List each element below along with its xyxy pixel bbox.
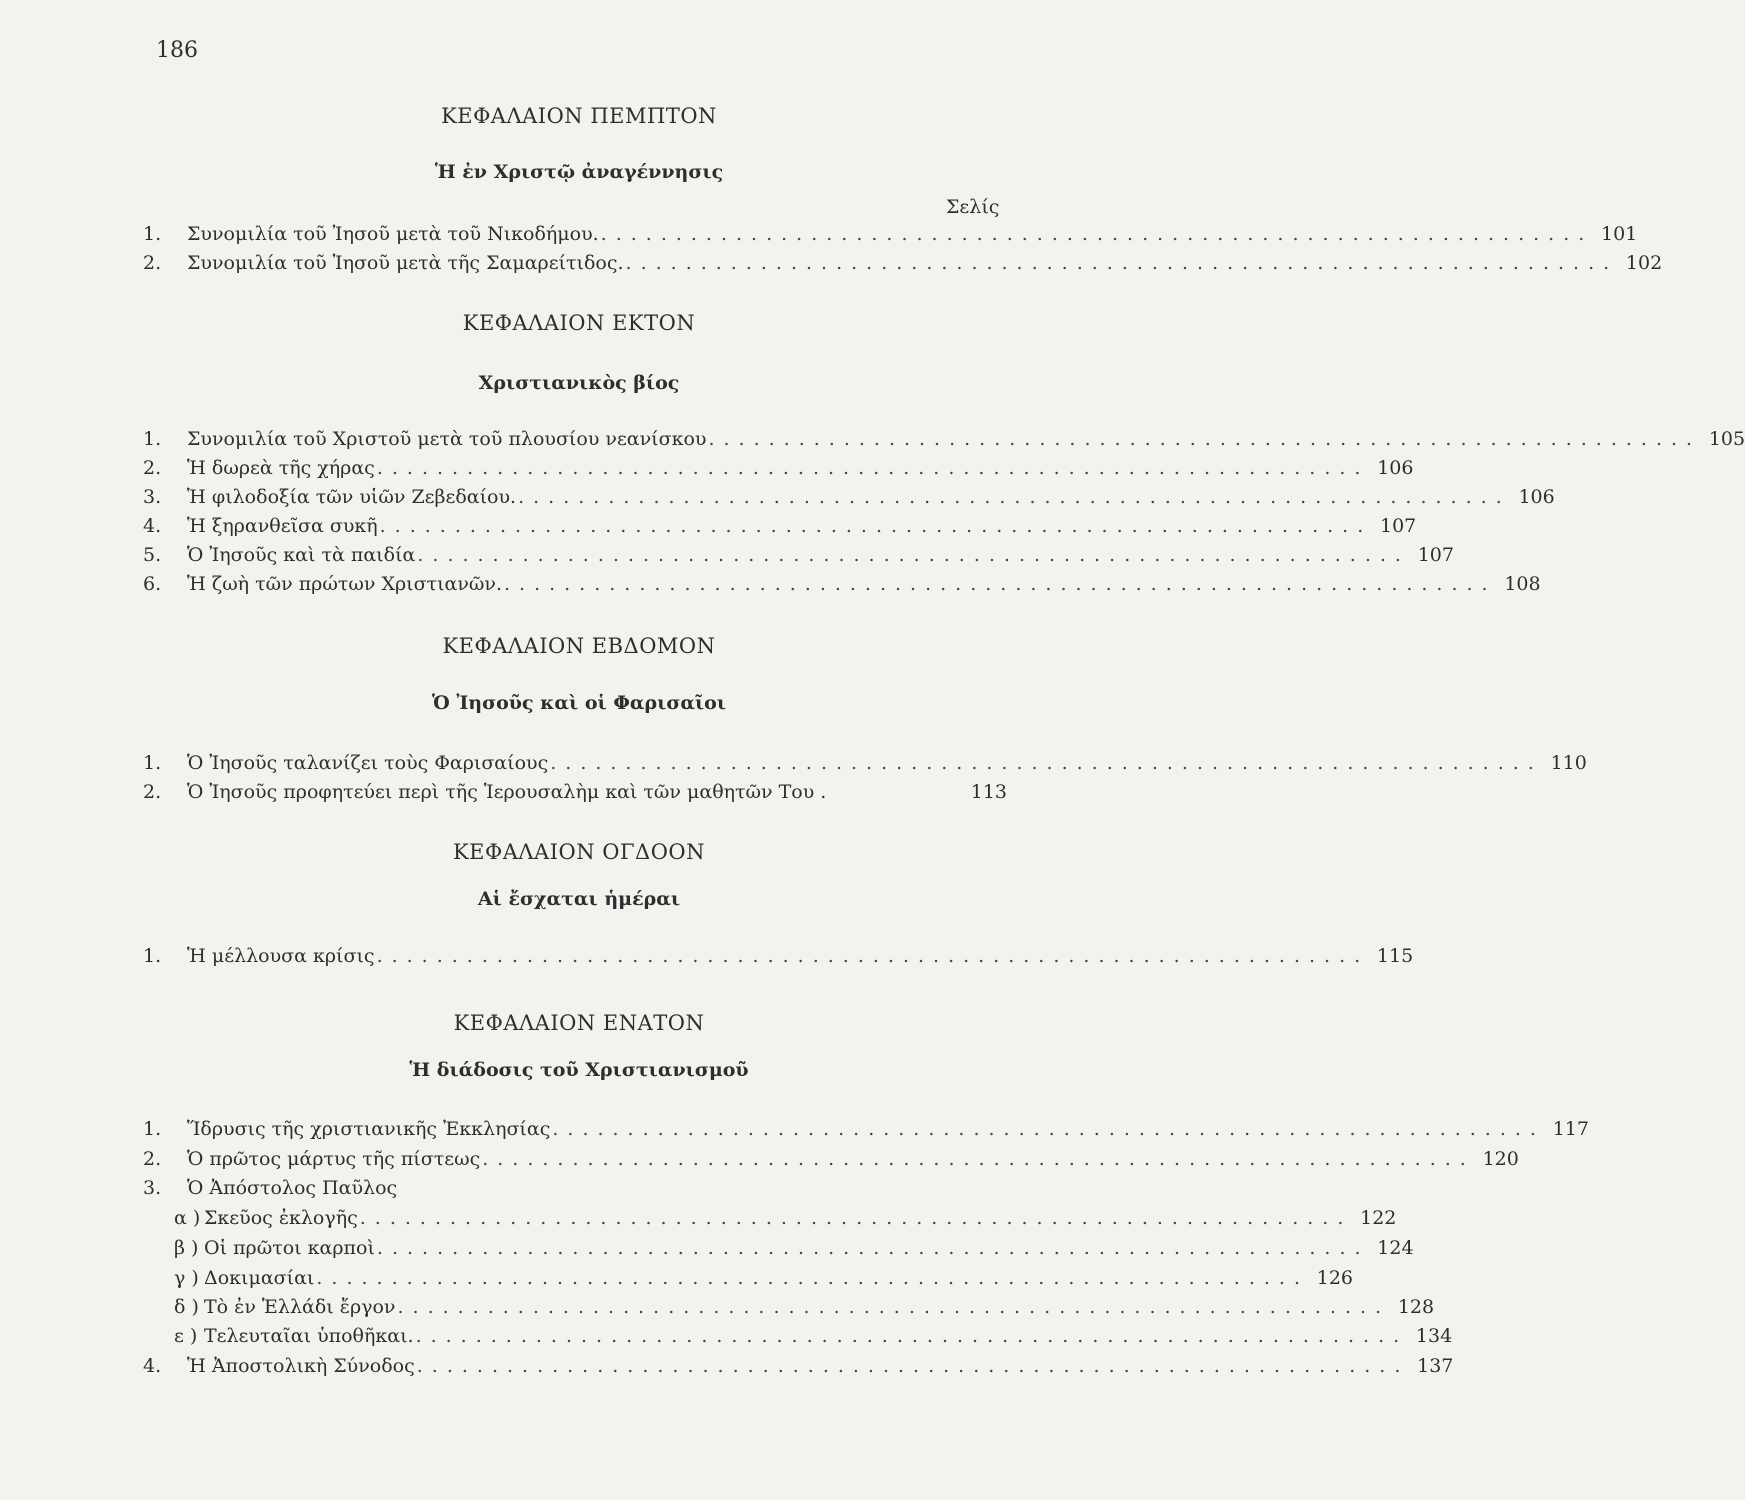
entry-number: 3. xyxy=(143,1177,162,1199)
entry-title: Ἡ ζωὴ τῶν πρώτων Χριστιανῶν. xyxy=(187,573,502,595)
chapter-title: ΚΕΦΑΛΑΙΟΝ ΕΒΔΟΜΟΝ xyxy=(442,634,716,658)
entry-title: Ἡ μέλλουσα κρίσις xyxy=(187,945,375,967)
entry-page: 122 xyxy=(1360,1207,1397,1229)
entry-page: 137 xyxy=(1417,1355,1454,1377)
leader-dots: .................................................................. xyxy=(376,945,1370,967)
entry-title: Ὁ Ἰησοῦς καὶ τὰ παιδία xyxy=(187,544,416,566)
entry-title: Οἱ πρῶτοι καρποὶ xyxy=(204,1237,375,1259)
leader-dots: .................................................................. xyxy=(417,544,1410,566)
entry-letter: α ) xyxy=(174,1207,201,1229)
entry-page: 120 xyxy=(1482,1148,1519,1170)
toc-entry xyxy=(143,428,1745,456)
leader-dots: .................................................................. xyxy=(376,1237,1370,1259)
leader-dots: .................................................................. xyxy=(376,457,1370,479)
entry-title: Ἡ δωρεὰ τῆς χήρας xyxy=(187,457,375,479)
entry-number: 1. xyxy=(143,223,162,245)
pages-column-label: Σελίς xyxy=(946,196,1000,218)
entry-title: Τὸ ἐν Ἑλλάδι ἔργον xyxy=(204,1296,396,1318)
chapter-title: ΚΕΦΑΛΑΙΟΝ ΟΓΔΟΟΝ xyxy=(452,840,706,864)
chapter-subtitle: Ἡ ἐν Χριστῷ ἀναγέννησις xyxy=(434,161,724,183)
entry-page: 107 xyxy=(1417,544,1454,566)
leader-dots: .................................................................. xyxy=(550,752,1543,774)
leader-dots: .................................................................. xyxy=(708,428,1702,450)
leader-dots: .................................................................. xyxy=(379,515,1373,537)
toc-entry xyxy=(143,1118,1589,1146)
entry-page: 106 xyxy=(1518,486,1555,508)
entry-number: 5. xyxy=(143,544,162,566)
entry-page: 106 xyxy=(1377,457,1414,479)
entry-page: 102 xyxy=(1625,252,1663,274)
entry-title: Σκεῦος ἐκλογῆς xyxy=(204,1207,358,1229)
entry-number: 1. xyxy=(143,1118,162,1140)
toc-entry xyxy=(143,781,1007,809)
entry-page: 113 xyxy=(970,781,1007,803)
toc-entry xyxy=(143,752,1587,780)
chapter-title: ΚΕΦΑΛΑΙΟΝ ΕΚΤΟΝ xyxy=(462,311,696,335)
toc-entry xyxy=(143,515,1417,543)
entry-letter: γ ) xyxy=(174,1267,199,1289)
leader-dots: .................................................................. xyxy=(482,1148,1475,1170)
entry-page: 108 xyxy=(1504,573,1541,595)
entry-title: Συνομιλία τοῦ Ἰησοῦ μετὰ τῆς Σαμαρείτιδος. xyxy=(187,252,624,274)
entry-page: 115 xyxy=(1376,945,1414,967)
entry-page: 126 xyxy=(1316,1267,1353,1289)
entry-number: 2. xyxy=(143,1148,162,1170)
entry-page: 110 xyxy=(1550,752,1587,774)
chapter-subtitle: Ὁ Ἰησοῦς καὶ οἱ Φαρισαῖοι xyxy=(431,692,727,714)
toc-entry xyxy=(143,573,1541,601)
chapter-subtitle: Ἡ διάδοσις τοῦ Χριστιανισμοῦ xyxy=(409,1059,749,1081)
toc-entry xyxy=(143,1177,1007,1205)
entry-page: 101 xyxy=(1601,223,1638,245)
entry-number: 2. xyxy=(143,457,162,479)
leader-dots: .................................................................. xyxy=(316,1267,1309,1289)
entry-title: Ὁ Ἰησοῦς ταλανίζει τοὺς Φαρισαίους xyxy=(187,752,549,774)
entry-page: 117 xyxy=(1552,1118,1589,1140)
entry-title: Ἡ φιλοδοξία τῶν υἱῶν Ζεβεδαίου. xyxy=(187,486,517,508)
entry-title: Τελευταῖαι ὑποθῆκαι. xyxy=(204,1325,414,1347)
entry-number: 2. xyxy=(143,781,162,803)
toc-subentry xyxy=(174,1296,1435,1324)
toc-entry xyxy=(143,945,1414,973)
entry-page: 107 xyxy=(1380,515,1417,537)
entry-title: Δοκιμασίαι xyxy=(204,1267,315,1289)
toc-subentry xyxy=(174,1267,1353,1295)
entry-letter: ε ) xyxy=(174,1325,198,1347)
toc-subentry xyxy=(174,1325,1453,1353)
leader-dots: .................................................................. xyxy=(552,1118,1545,1140)
leader-dots: .................................................................. xyxy=(359,1207,1353,1229)
toc-entry xyxy=(143,1148,1519,1176)
entry-title: Ὁ πρῶτος μάρτυς τῆς πίστεως xyxy=(187,1148,481,1170)
entry-letter: δ ) xyxy=(174,1296,199,1318)
entry-title: Ἡ Ἀποστολικὴ Σύνοδος xyxy=(187,1355,415,1377)
leader-dots: .................................................................. xyxy=(397,1296,1391,1318)
entry-number: 4. xyxy=(143,515,162,537)
entry-title: Ἡ ξηρανθεῖσα συκῆ xyxy=(187,515,378,537)
leader-dots: .................................................................. xyxy=(625,252,1619,274)
entry-title: Ὁ Ἀπόστολος Παῦλος xyxy=(187,1177,398,1199)
leader-dots: .................................................................. xyxy=(600,223,1594,245)
toc-entry xyxy=(143,1355,1454,1383)
entry-number: 2. xyxy=(143,252,162,274)
entry-number: 1. xyxy=(143,752,162,774)
page-number: 186 xyxy=(156,38,198,63)
leader-dots: .................................................................. xyxy=(503,573,1497,595)
entry-number: 4. xyxy=(143,1355,162,1377)
entry-number: 6. xyxy=(143,573,162,595)
entry-page: 105 xyxy=(1708,428,1745,450)
entry-title: Ἵδρυσις τῆς χριστιανικῆς Ἐκκλησίας xyxy=(187,1118,551,1140)
chapter-subtitle: Αἱ ἔσχαται ἡμέραι xyxy=(477,888,681,910)
toc-entry xyxy=(143,457,1414,485)
toc-entry xyxy=(143,486,1555,514)
entry-title: Συνομιλία τοῦ Ἰησοῦ μετὰ τοῦ Νικοδήμου. xyxy=(187,223,599,245)
chapter-title: ΚΕΦΑΛΑΙΟΝ ΠΕΜΠΤΟΝ xyxy=(441,104,717,128)
chapter-title: ΚΕΦΑΛΑΙΟΝ ΕΝΑΤΟΝ xyxy=(453,1011,705,1035)
leader-dots: .................................................................. xyxy=(415,1325,1409,1347)
toc-subentry xyxy=(174,1237,1414,1265)
toc-subentry xyxy=(174,1207,1397,1235)
leader-dots: .................................................................. xyxy=(518,486,1511,508)
entry-number: 1. xyxy=(143,428,162,450)
entry-page: 128 xyxy=(1397,1296,1435,1318)
entry-number: 1. xyxy=(143,945,162,967)
toc-entry xyxy=(143,252,1663,280)
entry-page: 134 xyxy=(1415,1325,1453,1347)
toc-entry xyxy=(143,223,1638,251)
entry-page: 124 xyxy=(1377,1237,1414,1259)
entry-letter: β ) xyxy=(174,1237,199,1259)
chapter-subtitle: Χριστιανικὸς βίος xyxy=(478,372,680,394)
toc-entry xyxy=(143,544,1454,572)
leader-dots: .................................................................. xyxy=(416,1355,1410,1377)
entry-title: Συνομιλία τοῦ Χριστοῦ μετὰ τοῦ πλουσίου νεανίσκου xyxy=(187,428,707,450)
entry-title: Ὁ Ἰησοῦς προφητεύει περὶ τῆς Ἱερουσαλὴμ καὶ τῶν μαθητῶν Του . xyxy=(187,781,827,803)
entry-number: 3. xyxy=(143,486,162,508)
